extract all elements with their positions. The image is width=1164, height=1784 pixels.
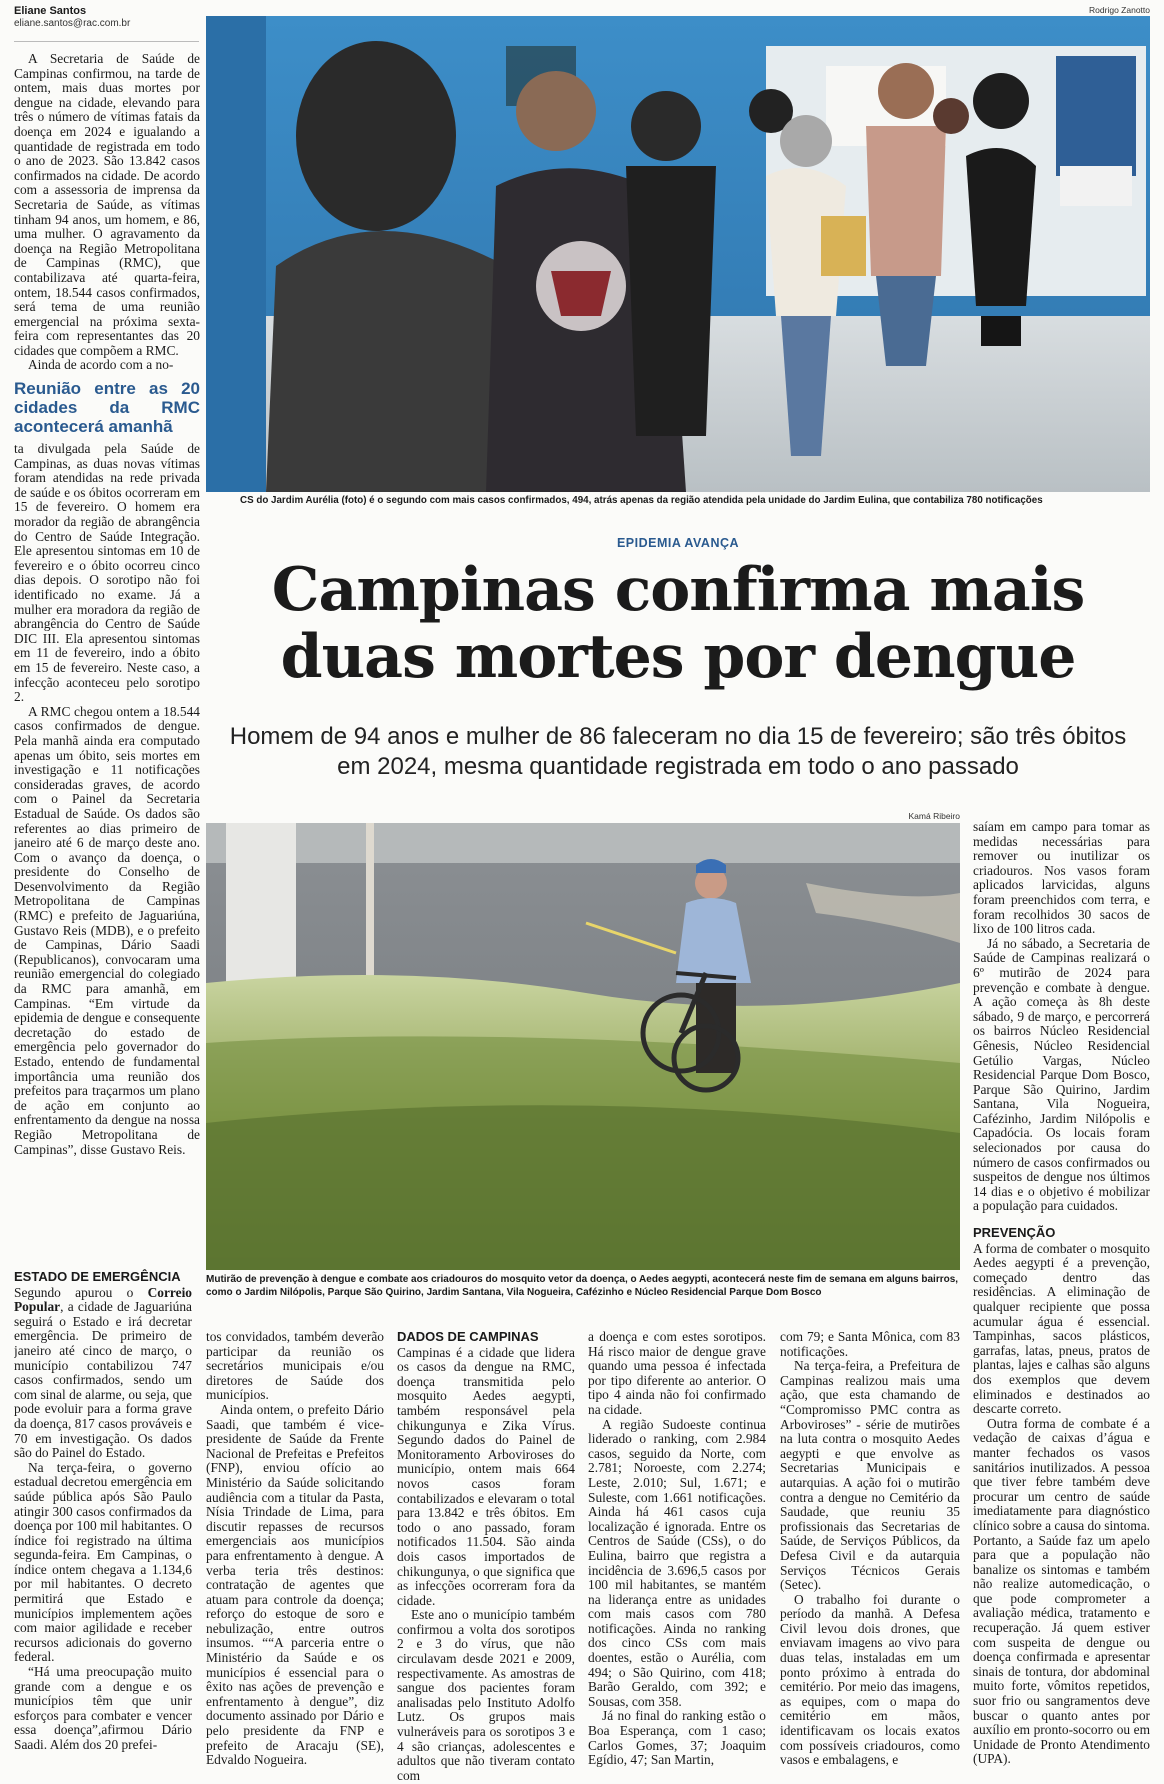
byline-email: eliane.santos@rac.com.br [14,18,131,29]
right-paragraph-1: saíam em campo para tomar as medidas necessárias para remover ou inutilizar os criadouros. Nos vasos foram aplicados larvicidas, alguns foram preenchidos com terra, e foram recolhidos 30 sacos de lixo de 100 litros cada. [973,820,1150,937]
bottom-col4-paragraph-2: A região Sudoeste continua liderado o ranking, com 2.984 casos, seguido da Norte, com 2.781; Noroeste, com 2.274; Leste, 2.010; Sul, 1.671; e Suleste, com 1.661 notificações. Ainda há 461 casos cuja localização é ignorada. Entre os Centros de Saúde (CSs), o do Eulina, bairro que registra a incidência de 3.696,5 casos por 100 mil habitantes, se mantém na liderança entre as unidades com mais casos com 780 notificações. Ainda no ranking dos cinco CSs com mais doentes, estão o Aurélia, com 494; o São Quirino, com 418; Barão Geraldo, com 392; e Sousas, com 358. [588,1416,766,1709]
byline [14,5,199,42]
left-paragraph-3: ta divulgada pela Saúde de Campinas, as duas novas vítimas foram atendidas na rede privada de saúde e os óbitos ocorreram em 15 de fevereiro. O homem era morador da região de abrangência do Centro de Saúde Integração. Ele apresentou sintomas em 10 de fevereiro e o óbito ocorreu cinco dias depois. O sorotipo não foi identificado no exame. Já a mulher era moradora da região de abrangência do Centro de Saúde DIC III. Ela apresentou sintomas em 11 de fevereiro, indo a óbito em 15 de fevereiro. Neste caso, a infecção aconteceu pelo sorotipo 2. [14,441,200,705]
right-paragraph-4: Outra forma de combate é a vedação de caixas d’água e manter fechados os vasos sanitários inutilizados. A pessoa que tiver febre também deve procurar um centro de saúde imediatamente para diagnóstico clínico sobre a causa do sintoma. Portanto, a Saúde faz um apelo para que a população não banalize os sintomas e também não realize automedicação, o que pode comprometer a avaliação médica, tratamento e recuperação. Já quem estiver com suspeita de dengue ou doença confirmada e apresentar sinais de tontura, dor abdominal muito forte, vômitos repetidos, suor frio ou sangramentos deve buscar o quanto antes por auxílio em pronto-socorro ou em Unidade de Pronto Atendimento (UPA). [973,1415,1150,1767]
bottom-col4-paragraph-1: a doença e com estes sorotipos. Há risco maior de dengue grave quando uma pessoa é infectada por tipo diferente ao anterior. O tipo 4 ainda não foi confirmado na cidade. [588,1330,766,1417]
bottom-col1-paragraph-2: Na terça-feira, o governo estadual decretou emergência em saúde pública após São Paulo atingir 300 casos confirmados da doença por 100 mil habitantes. O índice foi registrado na última segunda-feira. Em Campinas, o índice ontem chegava a 1.134,6 por mil habitantes. O decreto permitirá que Estado e municípios implementem ações com maior agilidade e receber recursos adicionais do governo federal. [14,1459,192,1665]
bottom-col2-paragraph-1: tos convidados, também deverão participar da reunião os secretários municipais e/ou diretores de Saúde dos municípios. [206,1330,384,1403]
bottom-col1-paragraph-1 [14,1286,192,1461]
photo-bottom-caption: Mutirão de prevenção à dengue e combate aos criadouros do mosquito vetor da doença, o Aedes aegypti, acontecerá neste fim de semana em alguns bairros, como o Jardim Nilópolis, Parque São Quirino, Jardim Santana, Vila Nogueira, Cafézinho e Núcleo Residencial Parque Dom Bosco [206,1274,959,1298]
left-column [14,52,200,1254]
cyclist-grass-photo [206,823,960,1270]
bottom-column-1 [14,1266,192,1782]
bottom-col3-paragraph-1: Campinas é a cidade que lidera os casos da dengue na RMC, doença transmitida pelo mosquito Aedes aegypti, também responsável pela chikungunya e Zika Vírus. Segundo dados do Painel de Monitoramento Arboviroses do município, ontem mais 664 novos casos foram contabilizados e elevaram o total para 13.842 e três óbitos. Em todo o ano passado, foram notificados 11.504. São ainda dois casos importados de chikungunya, o que significa que as infecções ocorreram fora da cidade. [397,1344,575,1608]
photo-top [206,16,1150,492]
bottom-col5-paragraph-3: O trabalho foi durante o período da manhã. A Defesa Civil levou dois drones, que enviavam imagens ao vivo para duas telas, instaladas em um ponto próximo à entrada do cemitério. Por meio das imagens, as equipes, com o mapa do cemitério em mãos, identificavam os locais exatos com possíveis criadouros, como vasos e embalagens, e [780,1591,960,1768]
bottom-col4-paragraph-3: Já no final do ranking estão o Boa Esperança, com 1 caso; Carlos Gomes, 37; Joaquim Egídio, 47; San Martin, [588,1708,766,1768]
bottom-column-5 [780,1330,960,1782]
bottom-column-3 [397,1326,575,1782]
right-subhead: PREVENÇÃO [973,1225,1056,1241]
kicker: EPIDEMIA AVANÇA [616,536,740,550]
photo-top-caption: CS do Jardim Aurélia (foto) é o segundo com mais casos confirmados, 494, atrás apenas da região atendida pela unidade do Jardim Eulina, que contabiliza 780 notificações [240,495,1043,506]
left-paragraph-1: A Secretaria de Saúde de Campinas confirmou, na tarde de ontem, mais duas mortes por dengue na cidade, elevando para três o número de vítimas fatais da doença em 2024 e igualando a quantidade de registrada em todo o ano de 2023. São 13.842 casos confirmados na cidade. De acordo com a assessoria de imprensa da Secretaria de Saúde, as vítimas tinham 94 anos, um homem, e 86, uma mulher. O agravamento da doença na Região Metropolitana de Campinas (RMC), que contabilizava até quarta-feira, ontem, 18.544 casos confirmados, será tema de uma reunião emergencial na próxima sexta-feira com representantes das 20 cidades que compõem a RMC. [14,52,200,358]
bottom-col1-paragraph-3: “Há uma preocupação muito grande com a dengue e os municípios têm que unir esforços para combater e vencer essa doença”,afirmou Dário Saadi. Além dos 20 prefei- [14,1664,192,1752]
bottom-col1-p1-pre: Segundo apurou o [14,1284,148,1300]
bottom-column-2 [206,1330,384,1782]
right-paragraph-2: Já no sábado, a Secretaria de Saúde de Campinas realizará o 6º mutirão de 2024 para prevenção e combate à dengue. A ação começa às 8h deste sábado, 9 de março, e percorrerá os bairros Núcleo Residencial Gênesis, Núcleo Residencial Getúlio Vargas, Núcleo Residencial Parque Dom Bosco, Parque São Quirino, Jardim Santana, Vila Nogueira, Cafézinho, Jardim Nilópolis e Capadócia. Os locais foram selecionados por causa do número de casos confirmados ou suspeitos de dengue nos últimos 14 dias e o objetivo é mobilizar a população para cuidados. [973,935,1150,1214]
photo-top-credit: Rodrigo Zanotto [1089,5,1150,15]
right-column [973,820,1150,1778]
intertitle: Reunião entre as 20 cidades da RMC acontecerá amanhã [14,379,200,437]
clinic-queue-photo [206,16,1150,492]
left-paragraph-4: A RMC chegou ontem a 18.544 casos confirmados de dengue. Pela manhã ainda era computado apenas um óbito, seis mortes em investigação e 11 notificações consideradas graves, de acordo com o Painel da Secretaria Estadual de Saúde. Os dados são referentes ao dias primeiro de janeiro até 6 de março deste ano. Com o avanço da doença, o presidente do Conselho de Desenvolvimento da Região Metropolitana de Campinas (RMC) e prefeito de Jaguariúna, Gustavo Reis (MDB), e o prefeito de Campinas, Dário Saadi (Republicanos), convocaram uma reunião emergencial do colegiado da RMC para amanhã, em Campinas. “Em virtude da epidemia de dengue e consequente decretação do estado de emergência pelo governador do Estado, entendo de fundamental importância uma reunião dos prefeitos para traçarmos um plano de ação em conjunto ao enfrentamento da dengue na nossa Região Metropolitana de Campinas”, disse Gustavo Reis. [14,703,200,1157]
bottom-col3-paragraph-2: Este ano o município também confirmou a volta dos sorotipos 2 e 3 do vírus, que não circulavam desde 2021 e 2009, respectivamente. As amostras de sangue dos pacientes foram analisadas pelo Instituto Adolfo Lutz. Os grupos mais vulneráveis para os sorotipos 3 e 4 são crianças, adolescentes e adultos que não tiveram contato com [397,1607,575,1782]
bottom-col5-paragraph-2: Na terça-feira, a Prefeitura de Campinas realizou mais uma ação, que esta chamando de “Compromisso PMC contra as Arboviroses” - série de mutirões na luta contra o mosquito Aedes aegypti e que envolve as Secretarias Municipais e autarquias. A ação foi o mutirão contra a dengue no Cemitério da Saudade, que reuniu 35 profissionais das Secretarias de Saúde, de Serviços Públicos, da Defesa Civil e da autarquia Serviços Técnicos Gerais (Setec). [780,1358,960,1593]
left-paragraph-2: Ainda de acordo com a no- [28,357,174,373]
photo-bottom [206,823,960,1270]
headline: Campinas confirma mais duas mortes por dengue [271,555,1085,692]
bottom-subhead-3: DADOS DE CAMPINAS [397,1329,539,1344]
newspaper-name: Correio Popular [14,1284,192,1315]
bottom-col1-p1-post: , a cidade de Jaguariúna seguirá o Estado e irá decretar emergência. De primeiro de janeiro até cinco de março, o município contabilizou 747 casos confirmados, sendo um com sinal de alarme, ou seja, que pode evoluir para a forma grave da doença, 817 casos prováveis e 70 em investigação. Os dados são do Painel do Estado. [14,1299,192,1461]
bottom-subhead-1: ESTADO DE EMERGÊNCIA [14,1269,181,1284]
bottom-col2-paragraph-2: Ainda ontem, o prefeito Dário Saadi, que também é vice-presidente de Saúde da Frente Nacional de Prefeitas e Prefeitos (FNP), enviou ofício ao Ministério da Saúde solicitando audiência com a titular da Pasta, Nísia Trindade de Lima, para discutir repasses de recursos emergenciais aos municípios para enfrentamento à dengue. A verba teria três destinos: contratação de agentes que atuam para controle da doença; reforço do estoque de soro e nebulização, entre outros insumos. ““A parceria entre o Ministério da Saúde e os municípios é essencial para o êxito nas ações de prevenção e enfrentamento à dengue”, diz documento assinado por Dário e pelo presidente da FNP e prefeito de Aracaju (SE), Edvaldo Nogueira. [206,1401,384,1768]
photo-bottom-credit: Kamá Ribeiro [908,811,960,821]
byline-name: Eliane Santos [14,5,87,17]
bottom-column-4 [588,1330,766,1782]
bottom-col5-paragraph-1: com 79; e Santa Mônica, com 83 notificações. [780,1330,960,1359]
deck: Homem de 94 anos e mulher de 86 faleceram no dia 15 de fevereiro; são três óbitos em 2024, mesma quantidade registrada em todo o ano passado [229,723,1127,780]
right-paragraph-3: A forma de combater o mosquito Aedes aegypti é a prevenção, começado dentro das residências. A eliminação de qualquer recipiente que possa acumular água é essencial. Tampinhas, sacos plásticos, garrafas, latas, pneus, pratos de plantas, lajes e calhas são alguns dos exemplos que devem eliminados e destinados ao descarte correto. [973,1240,1150,1417]
